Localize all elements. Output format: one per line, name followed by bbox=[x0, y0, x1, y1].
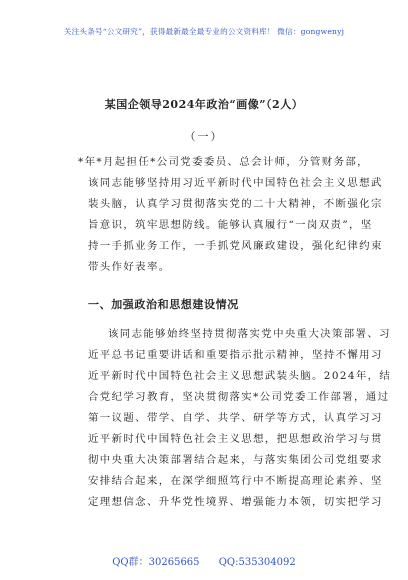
document-title: 某国企领导2024年政治“画像”（2人） bbox=[104, 98, 304, 111]
paragraph-line: 安排结合起来，在深学细照笃行中不断提高理论素养、坚 bbox=[88, 475, 383, 487]
qq-group-number: QQ群：30265665 bbox=[112, 557, 200, 568]
paragraph-line: 旨意识，筑牢思想防线。能够认真履行“一岗双责”，坚 bbox=[88, 219, 373, 231]
paragraph-line: 近平总书记重要讲话和重要指示批示精神，坚持不懈用习 bbox=[88, 349, 383, 361]
paragraph-line: 装头脑，认真学习贯彻落实党的二十大精神，不断强化宗 bbox=[88, 198, 383, 210]
paragraph-line: 彻中央重大决策部署结合起来，与落实集团公司党组要求 bbox=[88, 454, 383, 466]
paragraph-line: *年*月起担任*公司党委委员、总会计师，分管财务部， bbox=[78, 156, 369, 168]
paragraph-line: 定理想信念、升华党性境界、增强能力本领，切实把学习 bbox=[88, 496, 383, 508]
paragraph-line: 该同志能够始终坚持贯彻落实党中央重大决策部署、习 bbox=[108, 328, 391, 340]
paragraph-line: 带头作好表率。 bbox=[88, 261, 171, 273]
paragraph-line: 近平新时代中国特色社会主义思想武装头脑。2024年，结 bbox=[88, 370, 392, 382]
paragraph-intro bbox=[78, 152, 383, 278]
promo-banner: 关注头条号“公文研究”，获得最新最全最专业的公文资料库！ 微信：gongwenyj bbox=[63, 27, 345, 36]
paragraph-line: 该同志能够坚持用习近平新时代中国特色社会主义思想武 bbox=[88, 177, 383, 189]
section-heading: 一、加强政治和思想建设情况 bbox=[88, 298, 239, 311]
paragraph-line: 第一议题、带学、自学、共学、研学等方式，认真学习习 bbox=[88, 412, 383, 424]
contact-footer bbox=[0, 553, 408, 568]
paragraph-line: 合党纪学习教育，坚决贯彻落实*公司党委工作部署，通过 bbox=[88, 391, 390, 403]
paragraph-line: 近平新时代中国特色社会主义思想，把思想政治学习与贯 bbox=[88, 433, 383, 445]
section-number: （一） bbox=[184, 130, 224, 143]
paragraph-line: 持一手抓业务工作，一手抓党风廉政建设，强化纪律约束 bbox=[88, 240, 383, 252]
qq-contact-number: QQ:535304092 bbox=[218, 557, 296, 568]
paragraph-political-construction bbox=[88, 324, 392, 513]
